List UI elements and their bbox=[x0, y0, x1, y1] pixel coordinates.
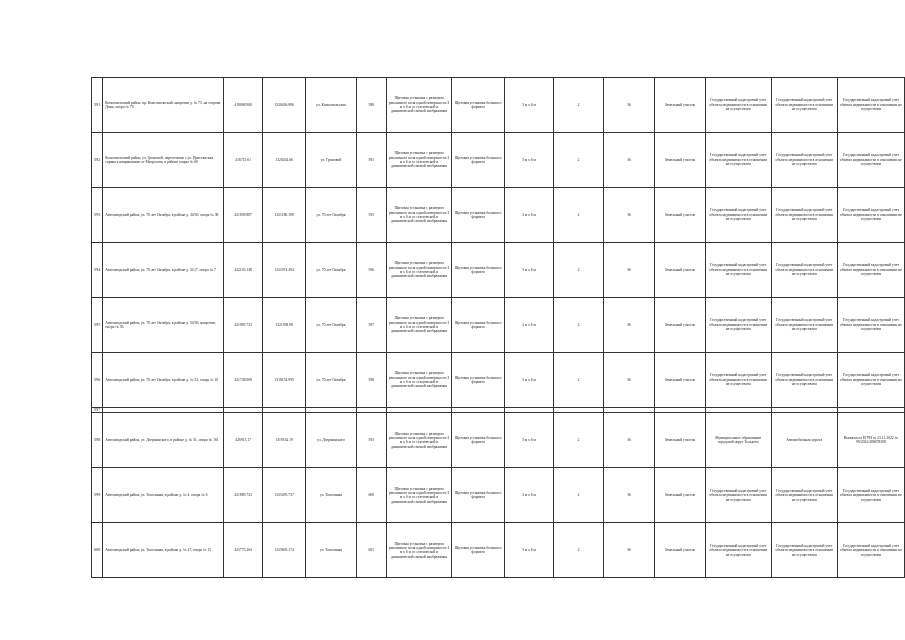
cell-sides: 2 bbox=[554, 243, 604, 298]
cell-property: Государственный кадастровый учет объекта недвижимости в отношении не осуществлен bbox=[771, 188, 837, 243]
cell-type: Щитовая установка большого формата bbox=[452, 413, 504, 468]
cell-type-description: Щитовая установка с размером рекламного поля одной поверхности 3 м x 6 м со статической и динамической сменой изображения bbox=[386, 523, 452, 578]
cell-coord-y: 1320434.66 bbox=[263, 133, 306, 188]
cell-owner: Государственный кадастровый учет объекта недвижимости в отношении не осуществлен bbox=[705, 298, 771, 353]
cell-size: 3 м х 6 м bbox=[504, 413, 554, 468]
cell-street: ул. Громовой bbox=[306, 133, 357, 188]
cell-type-description: Щитовая установка с размером рекламного поля одной поверхности 3 м x 6 м со статической и динамической сменой изображения bbox=[386, 413, 452, 468]
cell-id: 597 bbox=[356, 298, 386, 353]
table-row bbox=[92, 468, 905, 523]
cell-sides: 2 bbox=[554, 133, 604, 188]
cell-coord-x: 421985.723 bbox=[224, 298, 263, 353]
cell-street: ул. Дзержинского bbox=[306, 413, 357, 468]
cell-type: Щитовая установка большого формата bbox=[452, 353, 504, 408]
cell-land-category: Земельный участок bbox=[655, 78, 705, 133]
cell-coord-y: 1320436.986 bbox=[263, 78, 306, 133]
cell-sides: 2 bbox=[554, 468, 604, 523]
cell-owner: Государственный кадастровый учет объекта недвижимости в отношении не осуществлен bbox=[705, 188, 771, 243]
cell-registry: Государственный кадастровый учет объекта недвижимости в отношении не осуществлен bbox=[837, 243, 904, 298]
cell-id: 598 bbox=[356, 353, 386, 408]
cell-land-category: Земельный участок bbox=[655, 133, 705, 188]
registry-table bbox=[91, 77, 905, 578]
cell-coord-y: 1321074.294 bbox=[263, 243, 306, 298]
cell-area: 36 bbox=[603, 413, 655, 468]
cell-address: Комсомольский район, ул. Громовой, пересечение с ул. Пристанская, справа к направлению от Матросова, в районе опоры № 60 bbox=[103, 133, 224, 188]
cell-owner: Государственный кадастровый учет объекта недвижимости в отношении не осуществлен bbox=[705, 243, 771, 298]
cell-id: 601 bbox=[356, 523, 386, 578]
cell-size: 3 м х 6 м bbox=[504, 523, 554, 578]
cell-street: ул. Тополиная bbox=[306, 523, 357, 578]
cell-land-category: Земельный участок bbox=[655, 523, 705, 578]
cell-size: 3 м х 6 м bbox=[504, 133, 554, 188]
cell-area: 36 bbox=[603, 78, 655, 133]
cell-coord-y: 1321180.189 bbox=[263, 188, 306, 243]
cell-id: 588 bbox=[356, 78, 386, 133]
cell-id: 591 bbox=[356, 133, 386, 188]
cell-type: Щитовая установка большого формата bbox=[452, 298, 504, 353]
cell-registry: Государственный кадастровый учет объекта недвижимости в отношении не осуществлен bbox=[837, 468, 904, 523]
cell-coord-x: 422103.148 bbox=[224, 243, 263, 298]
cell-property: Государственный кадастровый учет объекта недвижимости в отношении не осуществлен bbox=[771, 468, 837, 523]
cell-coord-y: 1319162.19 bbox=[263, 413, 306, 468]
cell-number: 597 bbox=[92, 408, 103, 413]
cell-number: 591 bbox=[92, 78, 103, 133]
cell-size: 3 м х 6 м bbox=[504, 468, 554, 523]
cell-address: Комсомольский район, пр. Комсомольский, напротив д. № 73, на стороне Дома, опора № 70 bbox=[103, 78, 224, 133]
cell-number: 598 bbox=[92, 413, 103, 468]
cell-type: Щитовая установка большого формата bbox=[452, 523, 504, 578]
cell-sides: 2 bbox=[554, 523, 604, 578]
cell-street: ул. 70 лет Октября bbox=[306, 243, 357, 298]
cell-id: 596 bbox=[356, 243, 386, 298]
table-row bbox=[92, 133, 905, 188]
cell-land-category: Земельный участок bbox=[655, 243, 705, 298]
cell-property: Государственный кадастровый учет объекта недвижимости в отношении не осуществлен bbox=[771, 523, 837, 578]
table-row bbox=[92, 298, 905, 353]
cell-type: Щитовая установка большого формата bbox=[452, 468, 504, 523]
cell-type-description: Щитовая установка с размером рекламного поля одной поверхности 3 м x 6 м со статической и динамической сменой изображения bbox=[386, 78, 452, 133]
cell-property: Государственный кадастровый учет объекта недвижимости в отношении не осуществлен bbox=[771, 243, 837, 298]
cell-size: 3 м х 6 м bbox=[504, 243, 554, 298]
cell-coord-x: 421889.723 bbox=[224, 468, 263, 523]
cell-coord-y: 1318154.995 bbox=[263, 353, 306, 408]
cell-owner: Государственный кадастровый учет объекта недвижимости в отношении не осуществлен bbox=[705, 353, 771, 408]
cell-coord-y: 1325495.737 bbox=[263, 468, 306, 523]
table-row bbox=[92, 413, 905, 468]
cell-area: 36 bbox=[603, 133, 655, 188]
cell-land-category: Земельный участок bbox=[655, 413, 705, 468]
cell-address: Автозаводский район, ул. 70 лет Октября, в районе д. 34/30, опора № 38 bbox=[103, 188, 224, 243]
cell-number: 594 bbox=[92, 243, 103, 298]
cell-size: 3 м х 6 м bbox=[504, 78, 554, 133]
table-body bbox=[92, 78, 905, 578]
cell-type: Щитовая установка большого формата bbox=[452, 133, 504, 188]
cell-registry: Государственный кадастровый учет объекта недвижимости в отношении не осуществлен bbox=[837, 298, 904, 353]
cell-address: Автозаводский район, ул. Тополиная, в районе д. № 27, опора № 15 bbox=[103, 523, 224, 578]
table-row bbox=[92, 353, 905, 408]
cell-id: 600 bbox=[356, 468, 386, 523]
cell-registry: Государственный кадастровый учет объекта недвижимости в отношении не осуществлен bbox=[837, 133, 904, 188]
cell-type-description: Щитовая установка с размером рекламного поля одной поверхности 3 м x 6 м со статической и динамической сменой изображения bbox=[386, 468, 452, 523]
cell-area: 36 bbox=[603, 243, 655, 298]
cell-registry: Государственный кадастровый учет объекта недвижимости в отношении не осуществлен bbox=[837, 188, 904, 243]
cell-area: 36 bbox=[603, 468, 655, 523]
cell-registry: Государственный кадастровый учет объекта недвижимости в отношении не осуществлен bbox=[837, 523, 904, 578]
cell-type: Щитовая установка большого формата bbox=[452, 78, 504, 133]
cell-owner: Государственный кадастровый учет объекта недвижимости в отношении не осуществлен bbox=[705, 523, 771, 578]
cell-address: Автозаводский район, ул. 70 лет Октября, в районе д. № 52, опора № 10 bbox=[103, 353, 224, 408]
table-row bbox=[92, 243, 905, 298]
cell-sides: 2 bbox=[554, 78, 604, 133]
cell-area: 36 bbox=[603, 188, 655, 243]
cell-type-description: Щитовая установка с размером рекламного поля одной поверхности 3 м x 6 м со статической и динамической сменой изображения bbox=[386, 353, 452, 408]
cell-coord-y: 1321038.98 bbox=[263, 298, 306, 353]
cell-property: Государственный кадастровый учет объекта недвижимости в отношении не осуществлен bbox=[771, 133, 837, 188]
cell-land-category: Земельный участок bbox=[655, 298, 705, 353]
cell-address: Автозаводский район, ул. 70 лет Октября, в районе д. 34/30, напротив, опора № 36 bbox=[103, 298, 224, 353]
cell-sides: 2 bbox=[554, 188, 604, 243]
cell-street: ул. 70 лет Октября bbox=[306, 353, 357, 408]
cell-owner: Государственный кадастровый учет объекта недвижимости в отношении не осуществлен bbox=[705, 468, 771, 523]
cell-sides: 2 bbox=[554, 353, 604, 408]
cell-size: 3 м х 6 м bbox=[504, 298, 554, 353]
cell-area: 36 bbox=[603, 298, 655, 353]
table-row bbox=[92, 78, 905, 133]
cell-id: 593 bbox=[356, 188, 386, 243]
cell-address: Автозаводский район, ул. Дзержинского, в районе д. № 31, опора № 161 bbox=[103, 413, 224, 468]
cell-registry: Государственный кадастровый учет объекта недвижимости в отношении не осуществлен bbox=[837, 353, 904, 408]
cell-address: Автозаводский район, ул. 70 лет Октября, в районе д. 34 (7, опора № 7 bbox=[103, 243, 224, 298]
table-row bbox=[92, 523, 905, 578]
cell-address: Автозаводский район, ул. Тополиная, в районе д. № 4, опора № 6 bbox=[103, 468, 224, 523]
cell-area: 36 bbox=[603, 353, 655, 408]
cell-type-description: Щитовая установка с размером рекламного поля одной поверхности 3 м x 6 м со статической и динамической сменой изображения bbox=[386, 188, 452, 243]
cell-land-category: Земельный участок bbox=[655, 188, 705, 243]
cell-area: 36 bbox=[603, 523, 655, 578]
cell-coord-y: 1325603.174 bbox=[263, 523, 306, 578]
cell-type: Щитовая установка большого формата bbox=[452, 243, 504, 298]
cell-land-category: Земельный участок bbox=[655, 468, 705, 523]
cell-registry: Государственный кадастровый учет объекта недвижимости в отношении не осуществлен bbox=[837, 78, 904, 133]
cell-size: 3 м х 6 м bbox=[504, 353, 554, 408]
cell-id: 593 bbox=[356, 413, 386, 468]
cell-type-description: Щитовая установка с размером рекламного поля одной поверхности 3 м x 6 м со статической и динамической сменой изображения bbox=[386, 298, 452, 353]
cell-street: ул. 70 лет Октября bbox=[306, 188, 357, 243]
cell-coord-x: 426913.17 bbox=[224, 413, 263, 468]
cell-registry: Выписка из ЕГРН от 23.11.2022 № 99/2022/480678308 bbox=[837, 413, 904, 468]
cell-street: ул. Тополиная bbox=[306, 468, 357, 523]
cell-coord-x: 425775.264 bbox=[224, 523, 263, 578]
cell-property: Государственный кадастровый учет объекта недвижимости в отношении не осуществлен bbox=[771, 353, 837, 408]
cell-size: 3 м х 6 м bbox=[504, 188, 554, 243]
cell-sides: 2 bbox=[554, 413, 604, 468]
cell-property: Автомобильная дорога bbox=[771, 413, 837, 468]
cell-street: ул. Комсомольская bbox=[306, 78, 357, 133]
cell-type-description: Щитовая установка с размером рекламного поля одной поверхности 3 м x 6 м со статической и динамической сменой изображения bbox=[386, 243, 452, 298]
cell-number: 599 bbox=[92, 468, 103, 523]
cell-coord-x: 421748.009 bbox=[224, 353, 263, 408]
cell-type: Щитовая установка большого формата bbox=[452, 188, 504, 243]
table-row bbox=[92, 188, 905, 243]
cell-number: 592 bbox=[92, 133, 103, 188]
cell-street: ул. 70 лет Октября bbox=[306, 298, 357, 353]
cell-owner: Муниципальное образование городской округ Тольятти bbox=[705, 413, 771, 468]
cell-coord-x: 416715.61 bbox=[224, 133, 263, 188]
cell-coord-x: 418068.900 bbox=[224, 78, 263, 133]
cell-number: 600 bbox=[92, 523, 103, 578]
cell-property: Государственный кадастровый учет объекта недвижимости в отношении не осуществлен bbox=[771, 298, 837, 353]
cell-sides: 2 bbox=[554, 298, 604, 353]
cell-owner: Государственный кадастровый учет объекта недвижимости в отношении не осуществлен bbox=[705, 133, 771, 188]
cell-property: Государственный кадастровый учет объекта недвижимости в отношении не осуществлен bbox=[771, 78, 837, 133]
cell-type-description: Щитовая установка с размером рекламного поля одной поверхности 3 м x 6 м со статической и динамической сменой изображения bbox=[386, 133, 452, 188]
cell-coord-x: 421839.887 bbox=[224, 188, 263, 243]
cell-number: 595 bbox=[92, 298, 103, 353]
cell-land-category: Земельный участок bbox=[655, 353, 705, 408]
cell-number: 596 bbox=[92, 353, 103, 408]
cell-number: 593 bbox=[92, 188, 103, 243]
cell-owner: Государственный кадастровый учет объекта недвижимости в отношении не осуществлен bbox=[705, 78, 771, 133]
